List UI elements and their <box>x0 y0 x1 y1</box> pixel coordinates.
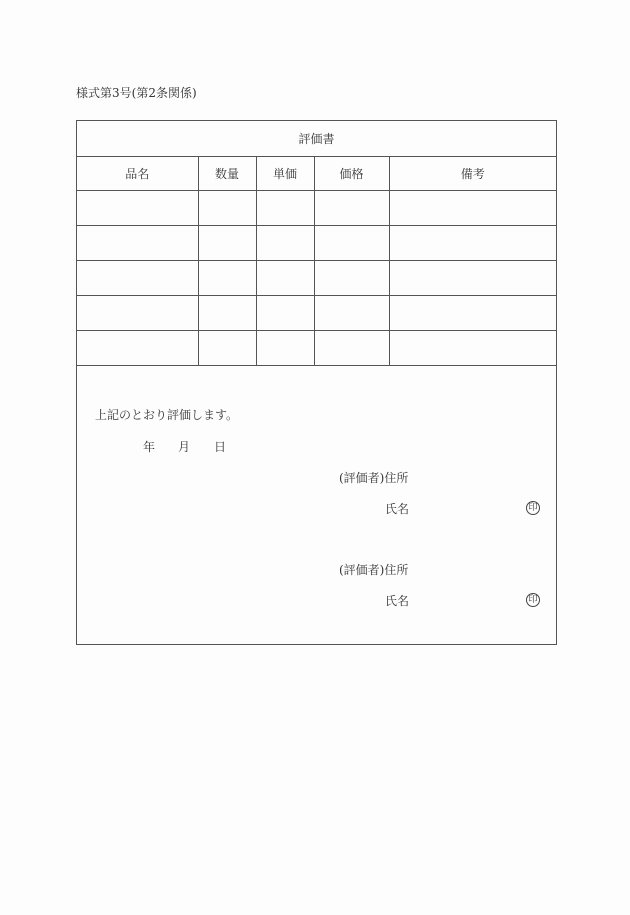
cell-remarks[interactable] <box>389 331 556 366</box>
cell-unit-price[interactable] <box>256 191 314 226</box>
cell-price[interactable] <box>314 226 389 261</box>
cell-item-name[interactable] <box>77 261 198 296</box>
header-unit-price: 単価 <box>256 156 314 191</box>
items-table <box>77 156 556 366</box>
header-price: 価格 <box>314 156 389 191</box>
cell-item-name[interactable] <box>77 191 198 226</box>
table-row <box>77 331 556 366</box>
header-item-name: 品名 <box>77 156 198 191</box>
cell-quantity[interactable] <box>198 331 256 366</box>
cell-unit-price[interactable] <box>256 331 314 366</box>
cell-quantity[interactable] <box>198 296 256 331</box>
evaluator-1-name-label: 氏名 <box>385 502 410 516</box>
cell-price[interactable] <box>314 331 389 366</box>
seal-icon: 印 <box>526 593 540 607</box>
cell-quantity[interactable] <box>198 226 256 261</box>
cell-price[interactable] <box>314 296 389 331</box>
cell-remarks[interactable] <box>389 261 556 296</box>
date-month-label: 月 <box>178 440 191 454</box>
header-quantity: 数量 <box>198 156 256 191</box>
cell-unit-price[interactable] <box>256 296 314 331</box>
cell-unit-price[interactable] <box>256 261 314 296</box>
evaluator-2-name-label: 氏名 <box>385 594 410 608</box>
evaluation-form <box>76 120 557 645</box>
cell-price[interactable] <box>314 191 389 226</box>
cell-remarks[interactable] <box>389 296 556 331</box>
cell-quantity[interactable] <box>198 261 256 296</box>
form-number: 様式第3号(第2条関係) <box>76 86 197 100</box>
evaluator-1-address-label: (評価者)住所 <box>339 471 409 485</box>
table-row <box>77 296 556 331</box>
cell-item-name[interactable] <box>77 296 198 331</box>
table-row <box>77 226 556 261</box>
table-row <box>77 191 556 226</box>
cell-remarks[interactable] <box>389 226 556 261</box>
table-header-row <box>77 156 556 191</box>
seal-icon: 印 <box>526 501 540 515</box>
cell-price[interactable] <box>314 261 389 296</box>
cell-quantity[interactable] <box>198 191 256 226</box>
form-title: 評価書 <box>77 121 556 157</box>
date-day-label: 日 <box>214 440 227 454</box>
cell-unit-price[interactable] <box>256 226 314 261</box>
cell-item-name[interactable] <box>77 226 198 261</box>
evaluator-2-address-label: (評価者)住所 <box>339 563 409 577</box>
table-row <box>77 261 556 296</box>
cell-remarks[interactable] <box>389 191 556 226</box>
date-year-label: 年 <box>143 440 156 454</box>
header-remarks: 備考 <box>389 156 556 191</box>
cell-item-name[interactable] <box>77 331 198 366</box>
evaluation-statement: 上記のとおり評価します。 <box>95 408 239 422</box>
